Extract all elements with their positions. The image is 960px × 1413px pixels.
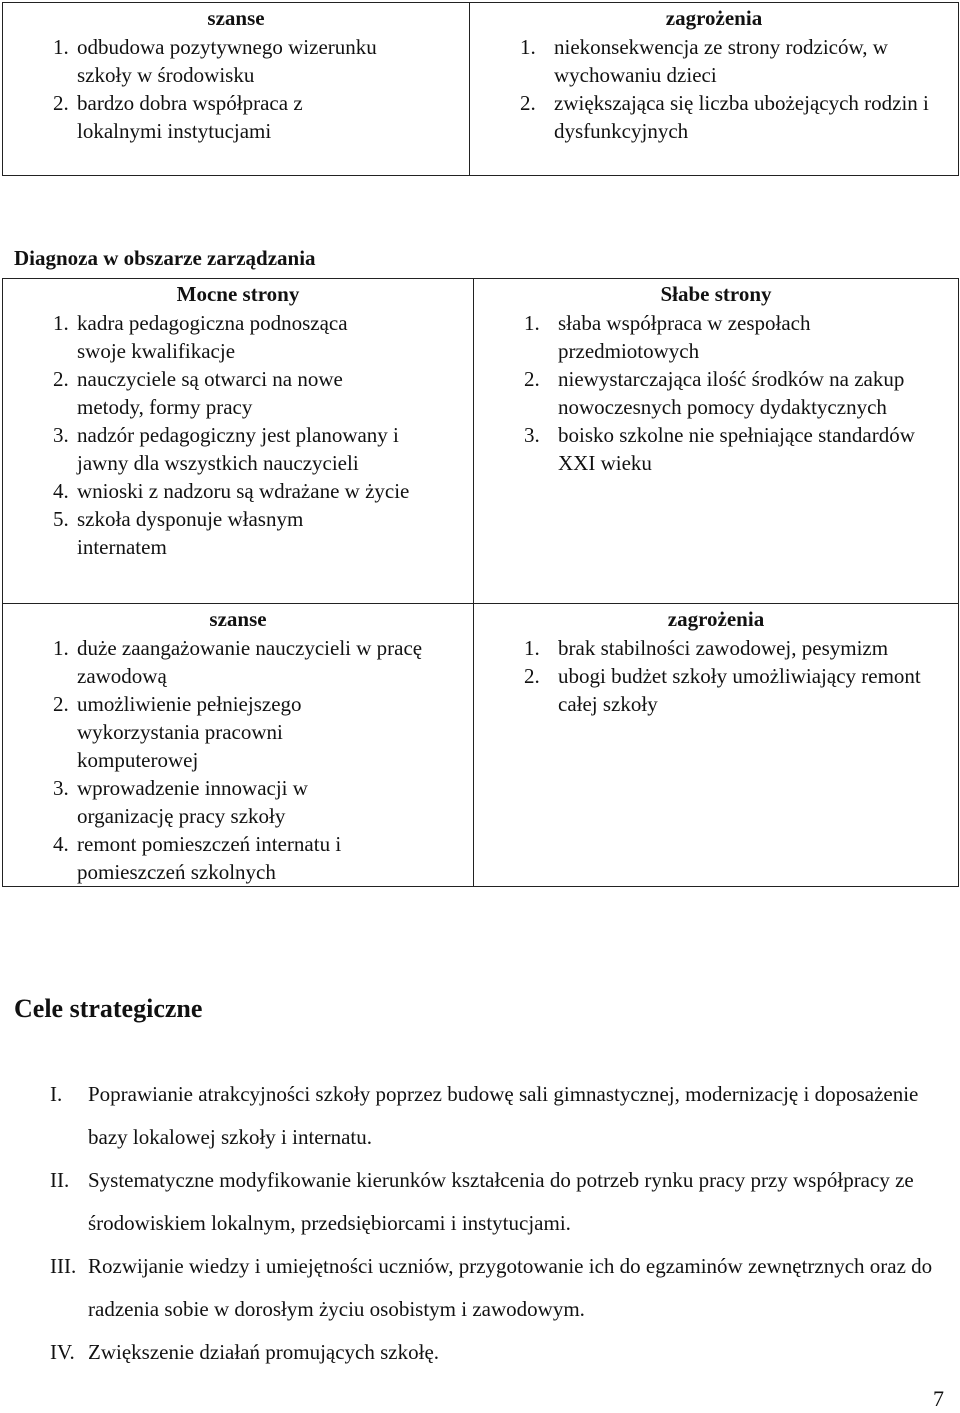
list-item: 1. niekonsekwencja ze strony rodziców, w wychowaniu dzieci: [520, 35, 888, 87]
list-item: IV. Zwiększenie działań promujących szkołę.: [50, 1340, 440, 1364]
list-item: 1. duże zaangażowanie nauczycieli w pracę zawodową: [53, 636, 423, 688]
prev-opportunities-list: [3, 33, 469, 145]
prev-threats-list: [470, 33, 958, 145]
list-item: 1. odbudowa pozytywnego wizerunku szkoły w środowisku: [53, 35, 377, 87]
prev-threats-header: zagrożenia: [665, 6, 763, 30]
weaknesses-header: Słabe strony: [660, 282, 772, 306]
list-item: I. Poprawianie atrakcyjności szkoły poprzez budowę sali gimnastycznej, modernizację i doposażenie bazy lokalowej szkoły i internatu.: [50, 1082, 919, 1149]
list-item: 1. brak stabilności zawodowej, pesymizm: [524, 636, 889, 660]
list-item: 2. niewystarczająca ilość środków na zakup nowoczesnych pomocy dydaktycznych: [524, 367, 905, 419]
weaknesses-cell: [474, 279, 959, 604]
threats-cell: [474, 604, 959, 887]
opportunities-cell: [3, 604, 474, 887]
section-title: Diagnoza w obszarze zarządzania: [14, 246, 316, 270]
list-item: 2. nauczyciele są otwarci na nowe metody, formy pracy: [53, 367, 343, 419]
threats-header: zagrożenia: [667, 607, 765, 631]
page-number: 7: [933, 1386, 944, 1411]
weaknesses-list: [474, 309, 958, 477]
list-item: II. Systematyczne modyfikowanie kierunków kształcenia do potrzeb rynku pracy przy współpracy ze środowiskiem lokalnym, przedsiębiorcami i instytucjami.: [50, 1168, 914, 1235]
list-item: 4. remont pomieszczeń internatu i pomieszczeń szkolnych: [53, 832, 342, 884]
list-item: 1. słaba współpraca w zespołach przedmiotowych: [524, 311, 811, 363]
strategic-goals-title: Cele strategiczne: [14, 994, 203, 1023]
list-item: 2. bardzo dobra współpraca z lokalnymi instytucjami: [53, 91, 303, 143]
strengths-list: [3, 309, 473, 561]
prev-opportunities-cell: [3, 3, 470, 176]
list-item: 3. wprowadzenie innowacji w organizację pracy szkoły: [53, 776, 308, 828]
threats-list: [474, 634, 958, 718]
list-item: 3. boisko szkolne nie spełniające standardów XXI wieku: [524, 423, 915, 475]
list-item: 3. nadzór pedagogiczny jest planowany i jawny dla wszystkich nauczycieli: [53, 423, 399, 475]
list-item: III. Rozwijanie wiedzy i umiejętności uczniów, przygotowanie ich do egzaminów zewnętrznych oraz do radzenia sobie w dorosłym życiu osobistym i zawodowym.: [50, 1254, 933, 1321]
list-item: 2. umożliwienie pełniejszego wykorzystania pracowni komputerowej: [53, 692, 302, 772]
list-item: 4. wnioski z nadzoru są wdrażane w życie: [53, 479, 410, 503]
list-item: 1. kadra pedagogiczna podnosząca swoje kwalifikacje: [53, 311, 348, 363]
strategic-goals-list: [0, 1073, 950, 1374]
prev-opportunities-header: szanse: [207, 6, 265, 30]
management-swot-table: [2, 278, 959, 887]
list-item: 5. szkoła dysponuje własnym internatem: [53, 507, 304, 559]
strengths-cell: [3, 279, 474, 604]
strengths-header: Mocne strony: [176, 282, 300, 306]
opportunities-list: [3, 634, 473, 886]
list-item: 2. zwiększająca się liczba ubożejących rodzin i dysfunkcyjnych: [520, 91, 929, 143]
list-item: 2. ubogi budżet szkoły umożliwiający remont całej szkoły: [524, 664, 921, 716]
opportunities-header: szanse: [209, 607, 267, 631]
prev-swot-table: [2, 2, 959, 176]
prev-threats-cell: [470, 3, 959, 176]
